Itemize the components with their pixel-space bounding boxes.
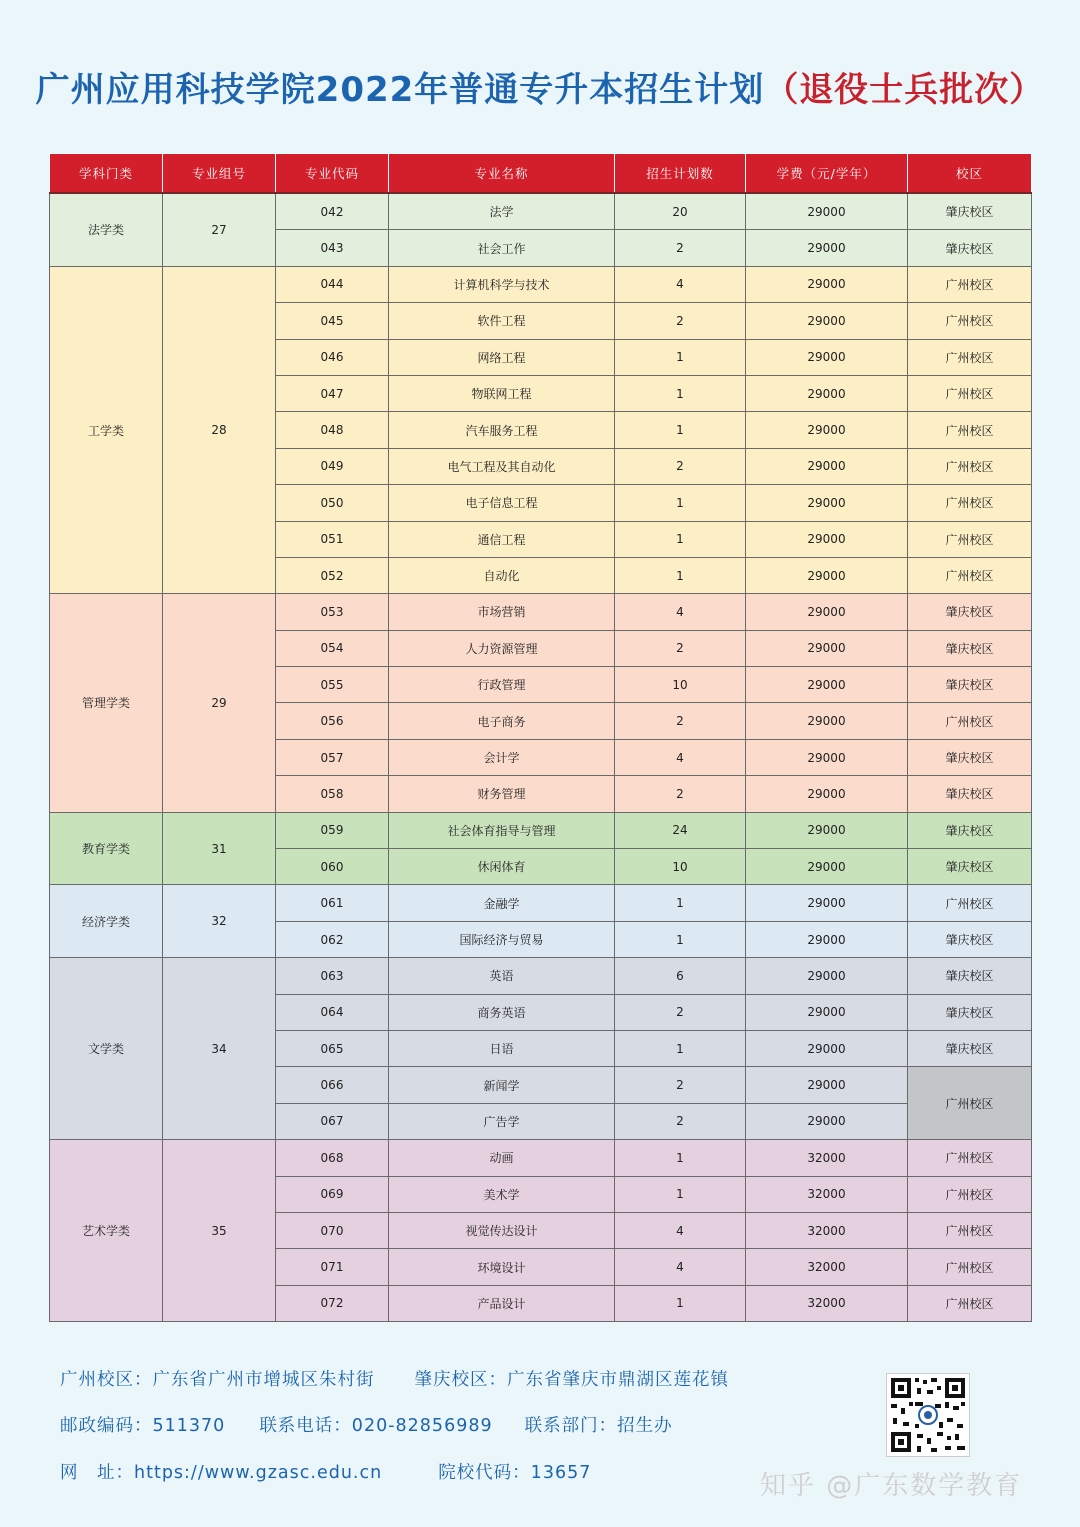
major-code-cell: 064 [276, 994, 389, 1030]
plan-count-cell: 2 [615, 630, 746, 666]
major-code-cell: 062 [276, 921, 389, 957]
campus-cell: 肇庆校区 [908, 230, 1032, 266]
tuition-cell: 29000 [746, 921, 908, 957]
tuition-cell: 29000 [746, 266, 908, 302]
major-name-cell: 产品设计 [389, 1285, 615, 1321]
tuition-cell: 29000 [746, 557, 908, 593]
tuition-cell: 32000 [746, 1249, 908, 1285]
major-name-cell: 法学 [389, 193, 615, 230]
plan-count-cell: 1 [615, 521, 746, 557]
plan-count-cell: 1 [615, 885, 746, 921]
major-code-cell: 063 [276, 958, 389, 994]
header-major-name: 专业名称 [389, 154, 615, 194]
campus-cell: 广州校区 [908, 303, 1032, 339]
table-row [50, 812, 1032, 848]
campus-cell: 肇庆校区 [908, 1030, 1032, 1066]
campus-cell: 广州校区 [908, 1176, 1032, 1212]
tuition-cell: 29000 [746, 193, 908, 230]
plan-count-cell: 2 [615, 1103, 746, 1139]
major-code-cell: 048 [276, 412, 389, 448]
table-header-row [50, 154, 1032, 194]
tuition-cell: 29000 [746, 958, 908, 994]
campus-cell: 广州校区 [908, 703, 1032, 739]
major-name-cell: 休闲体育 [389, 849, 615, 885]
tuition-cell: 32000 [746, 1176, 908, 1212]
tuition-cell: 29000 [746, 849, 908, 885]
plan-count-cell: 4 [615, 1249, 746, 1285]
campus-cell: 肇庆校区 [908, 594, 1032, 630]
school-code: 院校代码：13657 [438, 1463, 592, 1483]
website: 网 址：https://www.gzasc.edu.cn [60, 1463, 383, 1483]
tuition-cell: 29000 [746, 594, 908, 630]
contact-department: 联系部门：招生办 [524, 1416, 673, 1436]
tuition-cell: 29000 [746, 1030, 908, 1066]
header-tuition: 学费（元/学年） [746, 154, 908, 194]
group-number-cell: 34 [163, 958, 276, 1140]
major-code-cell: 049 [276, 448, 389, 484]
major-code-cell: 055 [276, 667, 389, 703]
category-cell: 艺术学类 [50, 1140, 163, 1322]
header-major-code: 专业代码 [276, 154, 389, 194]
major-name-cell: 物联网工程 [389, 375, 615, 411]
major-code-cell: 050 [276, 485, 389, 521]
tuition-cell: 29000 [746, 375, 908, 411]
group-number-cell: 27 [163, 193, 276, 266]
plan-count-cell: 10 [615, 667, 746, 703]
major-code-cell: 067 [276, 1103, 389, 1139]
plan-count-cell: 2 [615, 1067, 746, 1103]
campus-cell: 广州校区 [908, 339, 1032, 375]
plan-count-cell: 1 [615, 375, 746, 411]
plan-count-cell: 20 [615, 193, 746, 230]
campus-cell: 肇庆校区 [908, 812, 1032, 848]
contact-phone: 联系电话：020-82856989 [259, 1416, 493, 1436]
plan-count-cell: 4 [615, 266, 746, 302]
campus-cell: 广州校区 [908, 485, 1032, 521]
major-code-cell: 070 [276, 1212, 389, 1248]
campus-cell: 广州校区 [908, 375, 1032, 411]
category-cell: 教育学类 [50, 812, 163, 885]
table-row [50, 1140, 1032, 1176]
major-name-cell: 行政管理 [389, 667, 615, 703]
plan-count-cell: 2 [615, 994, 746, 1030]
plan-count-cell: 2 [615, 776, 746, 812]
tuition-cell: 29000 [746, 1067, 908, 1103]
tuition-cell: 29000 [746, 412, 908, 448]
major-code-cell: 058 [276, 776, 389, 812]
footer-line-3 [60, 1459, 591, 1484]
major-code-cell: 045 [276, 303, 389, 339]
campus-cell: 肇庆校区 [908, 193, 1032, 230]
campus-cell: 广州校区 [908, 557, 1032, 593]
footer-line-2 [60, 1412, 673, 1437]
major-name-cell: 广告学 [389, 1103, 615, 1139]
major-code-cell: 065 [276, 1030, 389, 1066]
major-name-cell: 商务英语 [389, 994, 615, 1030]
campus-cell: 肇庆校区 [908, 667, 1032, 703]
page-title [0, 62, 1080, 111]
tuition-cell: 29000 [746, 667, 908, 703]
major-name-cell: 网络工程 [389, 339, 615, 375]
major-code-cell: 061 [276, 885, 389, 921]
qr-code-icon [887, 1374, 969, 1456]
major-name-cell: 人力资源管理 [389, 630, 615, 666]
campus-cell: 广州校区 [908, 1249, 1032, 1285]
tuition-cell: 29000 [746, 703, 908, 739]
plan-count-cell: 10 [615, 849, 746, 885]
tuition-cell: 32000 [746, 1140, 908, 1176]
major-code-cell: 054 [276, 630, 389, 666]
plan-count-cell: 1 [615, 1176, 746, 1212]
plan-count-cell: 1 [615, 1285, 746, 1321]
table-row [50, 266, 1032, 302]
major-name-cell: 计算机科学与技术 [389, 266, 615, 302]
plan-count-cell: 1 [615, 339, 746, 375]
major-name-cell: 英语 [389, 958, 615, 994]
category-cell: 法学类 [50, 193, 163, 266]
tuition-cell: 29000 [746, 812, 908, 848]
major-name-cell: 电气工程及其自动化 [389, 448, 615, 484]
campus-cell: 肇庆校区 [908, 921, 1032, 957]
tuition-cell: 29000 [746, 994, 908, 1030]
tuition-cell: 29000 [746, 303, 908, 339]
major-code-cell: 046 [276, 339, 389, 375]
major-name-cell: 自动化 [389, 557, 615, 593]
major-name-cell: 新闻学 [389, 1067, 615, 1103]
major-name-cell: 财务管理 [389, 776, 615, 812]
major-code-cell: 068 [276, 1140, 389, 1176]
major-name-cell: 通信工程 [389, 521, 615, 557]
postal-code: 邮政编码：511370 [60, 1416, 226, 1436]
table-row [50, 193, 1032, 230]
plan-count-cell: 1 [615, 1030, 746, 1066]
major-code-cell: 057 [276, 739, 389, 775]
group-number-cell: 28 [163, 266, 276, 594]
campus-cell: 广州校区 [908, 1212, 1032, 1248]
major-name-cell: 美术学 [389, 1176, 615, 1212]
campus-cell: 广州校区 [908, 448, 1032, 484]
major-code-cell: 060 [276, 849, 389, 885]
campus-cell: 广州校区 [908, 1067, 1032, 1140]
plan-count-cell: 4 [615, 1212, 746, 1248]
footer-line-1 [60, 1366, 729, 1391]
category-cell: 经济学类 [50, 885, 163, 958]
tuition-cell: 29000 [746, 339, 908, 375]
major-name-cell: 社会工作 [389, 230, 615, 266]
category-cell: 文学类 [50, 958, 163, 1140]
major-code-cell: 044 [276, 266, 389, 302]
tuition-cell: 29000 [746, 230, 908, 266]
major-code-cell: 059 [276, 812, 389, 848]
table-row [50, 885, 1032, 921]
major-code-cell: 072 [276, 1285, 389, 1321]
group-number-cell: 35 [163, 1140, 276, 1322]
major-code-cell: 069 [276, 1176, 389, 1212]
plan-count-cell: 24 [615, 812, 746, 848]
header-group-no: 专业组号 [163, 154, 276, 194]
tuition-cell: 29000 [746, 885, 908, 921]
header-plan-count: 招生计划数 [615, 154, 746, 194]
plan-count-cell: 4 [615, 594, 746, 630]
tuition-cell: 29000 [746, 776, 908, 812]
campus-cell: 肇庆校区 [908, 776, 1032, 812]
tuition-cell: 32000 [746, 1212, 908, 1248]
campus-cell: 广州校区 [908, 1140, 1032, 1176]
major-code-cell: 071 [276, 1249, 389, 1285]
major-name-cell: 市场营销 [389, 594, 615, 630]
major-code-cell: 052 [276, 557, 389, 593]
table-body [50, 193, 1032, 1322]
major-name-cell: 软件工程 [389, 303, 615, 339]
plan-count-cell: 1 [615, 485, 746, 521]
major-name-cell: 国际经济与贸易 [389, 921, 615, 957]
major-name-cell: 日语 [389, 1030, 615, 1066]
campus-cell: 广州校区 [908, 412, 1032, 448]
plan-count-cell: 1 [615, 557, 746, 593]
plan-count-cell: 6 [615, 958, 746, 994]
tuition-cell: 29000 [746, 630, 908, 666]
table-row [50, 594, 1032, 630]
campus-cell: 肇庆校区 [908, 630, 1032, 666]
major-code-cell: 051 [276, 521, 389, 557]
campus-cell: 广州校区 [908, 266, 1032, 302]
major-name-cell: 会计学 [389, 739, 615, 775]
tuition-cell: 32000 [746, 1285, 908, 1321]
major-code-cell: 047 [276, 375, 389, 411]
qr-code [886, 1373, 970, 1457]
major-code-cell: 043 [276, 230, 389, 266]
major-code-cell: 053 [276, 594, 389, 630]
header-category: 学科门类 [50, 154, 163, 194]
group-number-cell: 29 [163, 594, 276, 812]
group-number-cell: 31 [163, 812, 276, 885]
campus-cell: 广州校区 [908, 521, 1032, 557]
major-name-cell: 环境设计 [389, 1249, 615, 1285]
enrollment-plan-table [49, 153, 1032, 1322]
campus-cell: 广州校区 [908, 1285, 1032, 1321]
campus-cell: 肇庆校区 [908, 739, 1032, 775]
plan-count-cell: 2 [615, 303, 746, 339]
campus-cell: 肇庆校区 [908, 994, 1032, 1030]
plan-count-cell: 4 [615, 739, 746, 775]
major-name-cell: 动画 [389, 1140, 615, 1176]
major-name-cell: 汽车服务工程 [389, 412, 615, 448]
category-cell: 工学类 [50, 266, 163, 594]
header-campus: 校区 [908, 154, 1032, 194]
group-number-cell: 32 [163, 885, 276, 958]
plan-count-cell: 2 [615, 703, 746, 739]
title-batch: （退役士兵批次） [764, 70, 1045, 110]
major-name-cell: 电子信息工程 [389, 485, 615, 521]
watermark: 知乎 @广东数学教育 [760, 1471, 1023, 1501]
major-name-cell: 金融学 [389, 885, 615, 921]
major-name-cell: 视觉传达设计 [389, 1212, 615, 1248]
zhaoqing-campus-address: 肇庆校区：广东省肇庆市鼎湖区莲花镇 [414, 1370, 729, 1390]
plan-count-cell: 1 [615, 412, 746, 448]
plan-count-cell: 2 [615, 448, 746, 484]
plan-count-cell: 2 [615, 230, 746, 266]
tuition-cell: 29000 [746, 521, 908, 557]
guangzhou-campus-address: 广州校区：广东省广州市增城区朱村街 [60, 1370, 375, 1390]
tuition-cell: 29000 [746, 485, 908, 521]
title-main: 广州应用科技学院2022年普通专升本招生计划 [35, 70, 765, 110]
table-row [50, 958, 1032, 994]
plan-count-cell: 1 [615, 921, 746, 957]
major-code-cell: 066 [276, 1067, 389, 1103]
major-name-cell: 社会体育指导与管理 [389, 812, 615, 848]
category-cell: 管理学类 [50, 594, 163, 812]
campus-cell: 肇庆校区 [908, 958, 1032, 994]
major-name-cell: 电子商务 [389, 703, 615, 739]
campus-cell: 肇庆校区 [908, 849, 1032, 885]
tuition-cell: 29000 [746, 739, 908, 775]
major-code-cell: 056 [276, 703, 389, 739]
tuition-cell: 29000 [746, 448, 908, 484]
campus-cell: 广州校区 [908, 885, 1032, 921]
tuition-cell: 29000 [746, 1103, 908, 1139]
plan-count-cell: 1 [615, 1140, 746, 1176]
major-code-cell: 042 [276, 193, 389, 230]
